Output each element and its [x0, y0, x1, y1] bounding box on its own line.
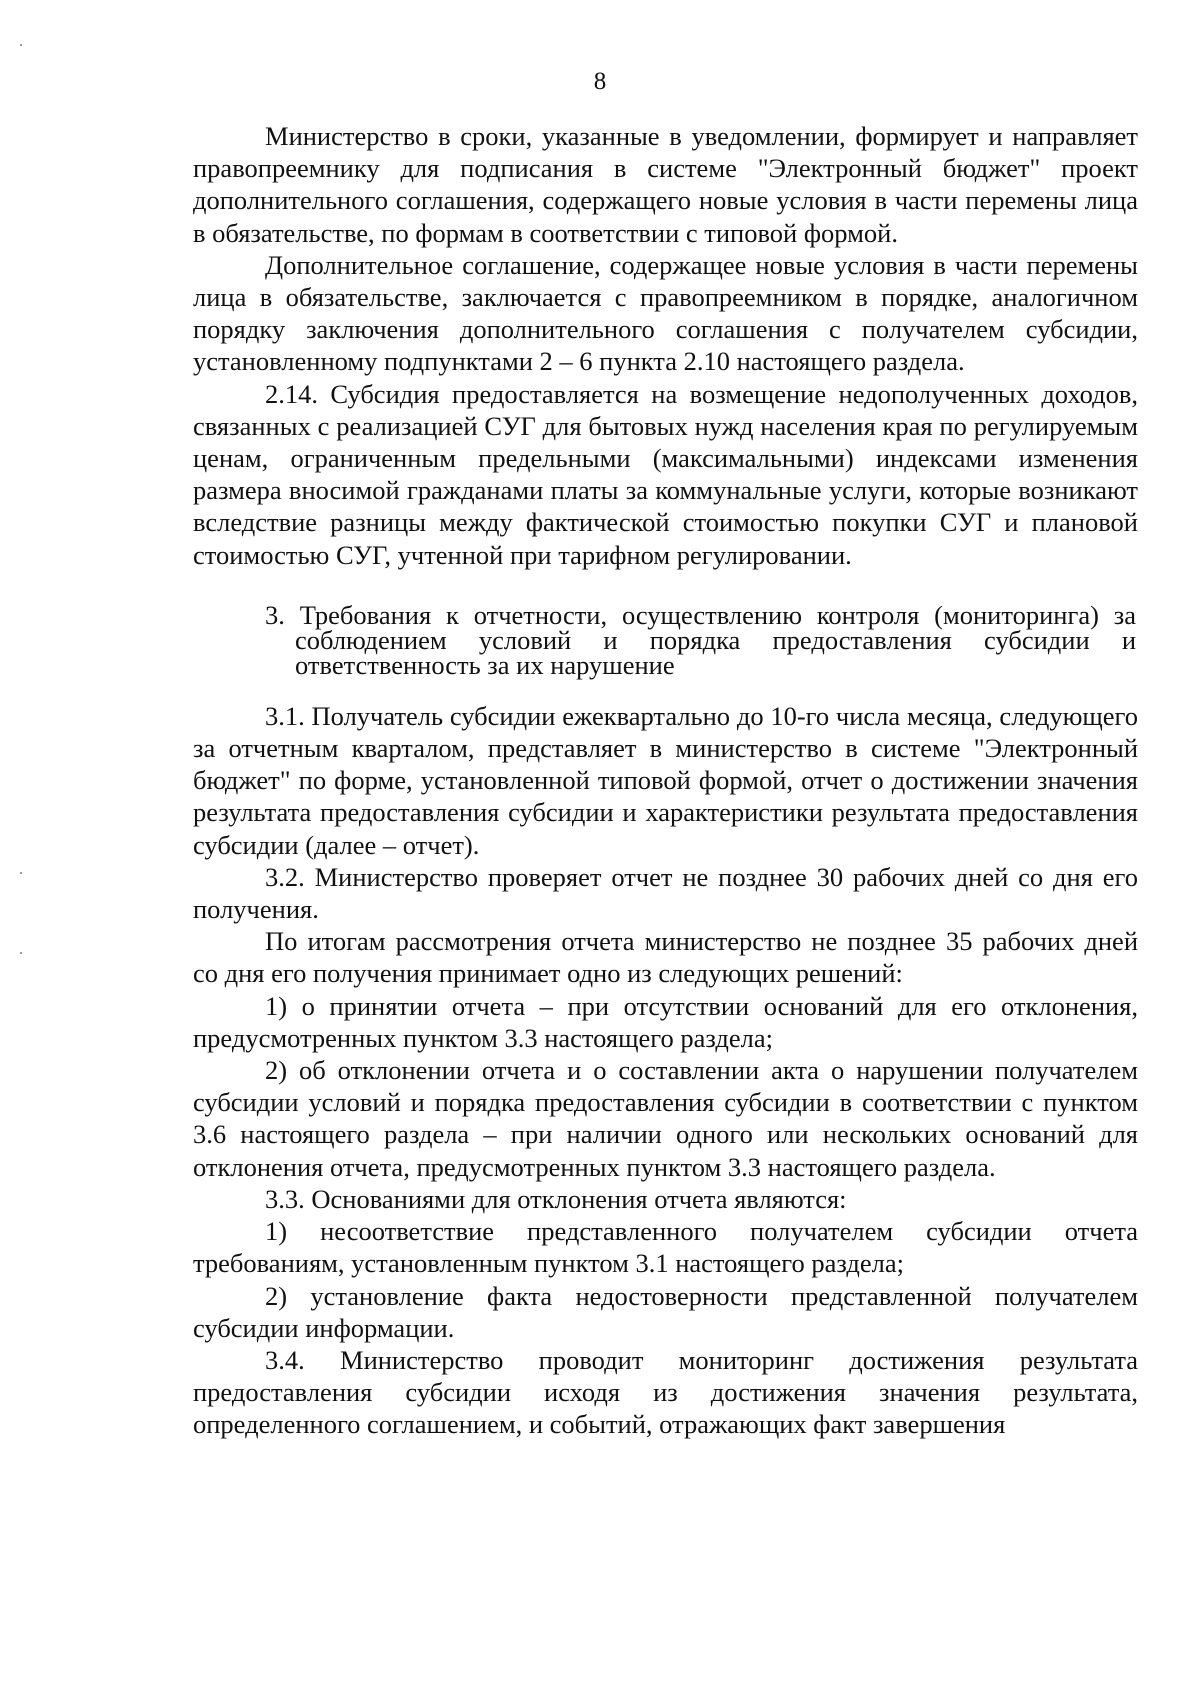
- page-number: 8: [593, 68, 607, 95]
- paragraph: 3.1. Получатель субсидии ежеквартально до 10-го числа месяца, следующего за отчетным кварталом, представляет в министерство в системе "Электронный бюджет" по форме, установленной типовой формой, отчет о достижении значения результата предоставления субсидии и характеристики результата предоставления субсидии (далее – отчет).: [193, 700, 1138, 860]
- scan-speck: [20, 872, 22, 874]
- scan-speck: [20, 44, 22, 46]
- scan-speck: [20, 952, 22, 954]
- list-item: 2) об отклонении отчета и о составлении акта о нарушении получателем субсидии условий и порядка предоставления субсидии в соответствии с пунктом 3.6 настоящего раздела – при наличии одного или нескольких оснований для отклонения отчета, предусмотренных пунктом 3.3 настоящего раздела.: [193, 1055, 1138, 1182]
- paragraph: По итогам рассмотрения отчета министерство не позднее 35 рабочих дней со дня его получения принимает одно из следующих решений:: [193, 926, 1138, 989]
- paragraph: Министерство в сроки, указанные в уведомлении, формирует и направляет правопреемнику для подписания в системе "Электронный бюджет" проект дополнительного соглашения, содержащего новые условия в части перемены лица в обязательстве, по формам в соответствии с типовой формой.: [193, 121, 1138, 248]
- paragraph: 3.4. Министерство проводит мониторинг достижения результата предоставления субсидии исходя из достижения значения результата, определенного соглашением, и событий, отражающих факт завершения: [193, 1344, 1138, 1440]
- paragraph: 2.14. Субсидия предоставляется на возмещение недополученных доходов, связанных с реализацией СУГ для бытовых нужд населения края по регулируемым ценам, ограниченным предельными (максимальными) индексами изменения размера вносимой гражданами платы за коммунальные услуги, которые возникают вследствие разницы между фактической стоимостью покупки СУГ и плановой стоимостью СУГ, учтенной при тарифном регулировании.: [193, 378, 1138, 570]
- section-heading: 3. Требования к отчетности, осуществлению контроля (мониторинга) за соблюдением условий и порядка предоставления субсидии и ответственность за их нарушение: [265, 599, 1136, 680]
- paragraph: 3.3. Основаниями для отклонения отчета являются:: [265, 1183, 847, 1214]
- paragraph: Дополнительное соглашение, содержащее новые условия в части перемены лица в обязательстве, заключается с правопреемником в порядке, аналогичном порядку заключения дополнительного соглашения с получателем субсидии, установленному подпунктами 2 – 6 пункта 2.10 настоящего раздела.: [193, 249, 1138, 377]
- list-item: 1) несоответствие представленного получателем субсидии отчета требованиям, установленным пунктом 3.1 настоящего раздела;: [193, 1216, 1138, 1279]
- paragraph: 3.2. Министерство проверяет отчет не позднее 30 рабочих дней со дня его получения.: [193, 861, 1138, 925]
- list-item: 2) установление факта недостоверности представленной получателем субсидии информации.: [193, 1280, 1138, 1343]
- list-item: 1) о принятии отчета – при отсутствии оснований для его отклонения, предусмотренных пунктом 3.3 настоящего раздела;: [193, 990, 1138, 1053]
- document-body: [193, 120, 1138, 1441]
